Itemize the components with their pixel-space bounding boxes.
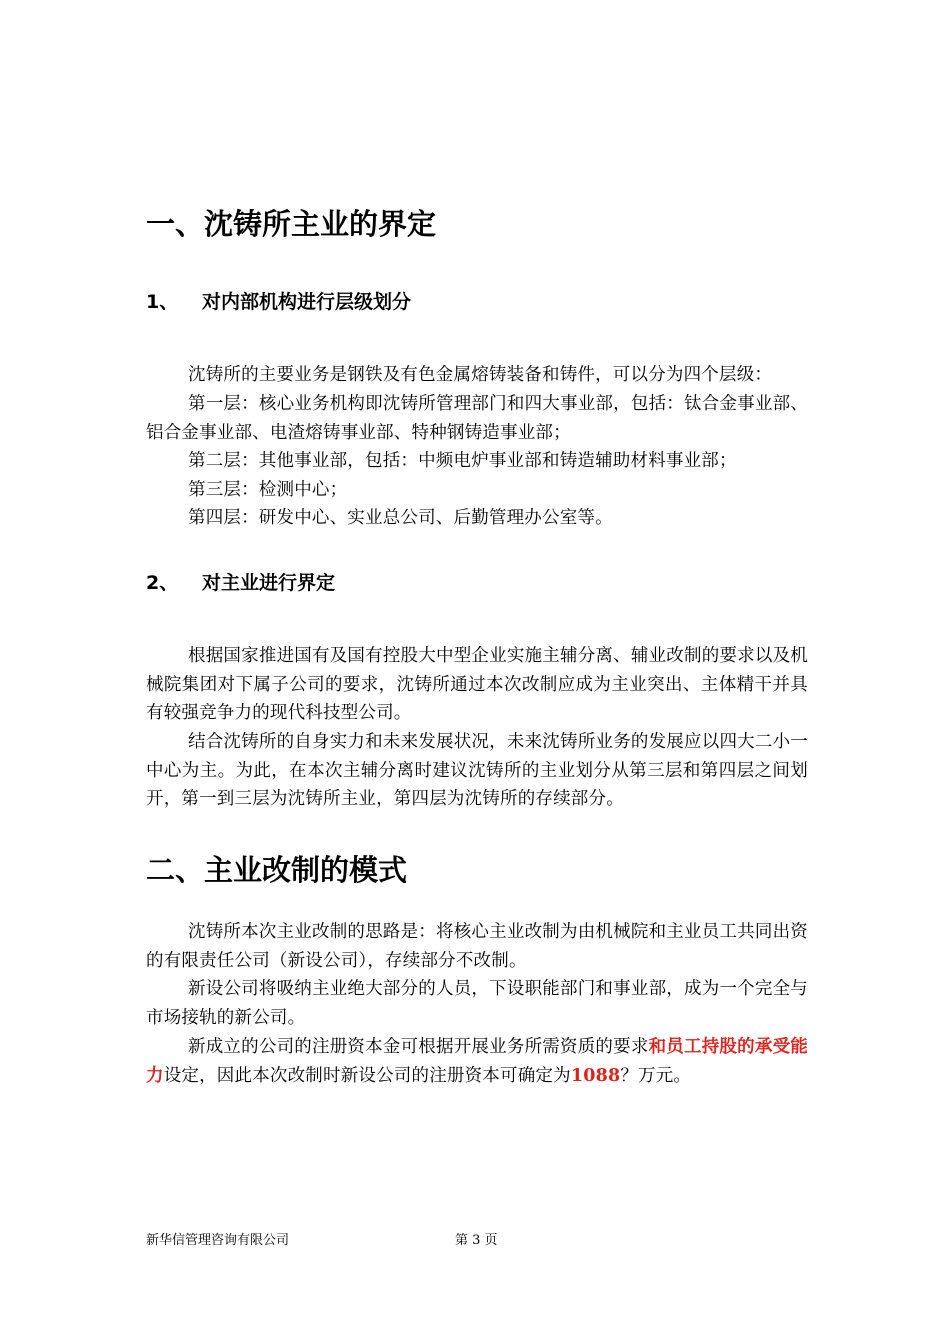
capital-text-1: 新成立的公司的注册资本金可根据开展业务所需资质的要求 (188, 1037, 649, 1057)
paragraph-reform-idea: 沈铸所本次主业改制的思路是：将核心主业改制为由机械院和主业员工共同出资的有限责任公司（新设公司），存续部分不改制。 (146, 922, 808, 971)
subsection-1-2-number: 2、 (146, 572, 179, 594)
paragraph-business-overview: 沈铸所的主要业务是钢铁及有色金属熔铸装备和铸件，可以分为四个层级： (188, 365, 773, 385)
section-2-heading: 二、主业改制的模式 (146, 853, 408, 887)
capital-highlight-employee-shares: 和员工持股的承受能力 (146, 1037, 808, 1086)
subsection-1-2-heading (146, 570, 335, 596)
paragraph-layer-2: 第二层：其他事业部，包括：中频电炉事业部和铸造辅助材料事业部； (188, 451, 737, 471)
footer-page-number: 第 3 页 (455, 1233, 498, 1248)
capital-text-3: ？万元。 (620, 1065, 692, 1086)
paragraph-division: 结合沈铸所的自身实力和未来发展状况，未来沈铸所业务的发展应以四大二小一中心为主。为此，在本次主辅分离时建议沈铸所的主业划分从第三层和第四层之间划开，第一到三层为沈铸所主业，第四层为沈铸所的存续部分。 (146, 732, 808, 810)
capital-highlight-amount: 1088 (570, 1065, 621, 1086)
footer-company-name: 新华信管理咨询有限公司 (146, 1233, 290, 1248)
paragraph-registered-capital (146, 1033, 808, 1090)
subsection-1-1-title: 对内部机构进行层级划分 (202, 291, 412, 313)
paragraph-layer-3: 第三层：检测中心； (188, 480, 348, 500)
paragraph-layer-4: 第四层：研发中心、实业总公司、后勤管理办公室等。 (188, 508, 613, 528)
subsection-1-1-number: 1、 (146, 291, 179, 313)
capital-text-2: 设定，因此本次改制时新设公司的注册资本可确定为 (163, 1065, 571, 1086)
paragraph-policy: 根据国家推进国有及国有控股大中型企业实施主辅分离、辅业改制的要求以及机械院集团对下属子公司的要求，沈铸所通过本次改制应成为主业突出、主体精干并具有较强竞争力的现代科技型公司。 (146, 646, 808, 724)
subsection-1-1-heading (146, 289, 411, 315)
section-1-heading: 一、沈铸所主业的界定 (146, 207, 437, 241)
paragraph-new-company: 新设公司将吸纳主业绝大部分的人员，下设职能部门和事业部，成为一个完全与市场接轨的新公司。 (146, 979, 808, 1028)
subsection-1-2-title: 对主业进行界定 (202, 572, 336, 594)
paragraph-layer-1: 第一层：核心业务机构即沈铸所管理部门和四大事业部，包括：钛合金事业部、铝合金事业部、电渣熔铸事业部、特种钢铸造事业部； (146, 394, 808, 443)
